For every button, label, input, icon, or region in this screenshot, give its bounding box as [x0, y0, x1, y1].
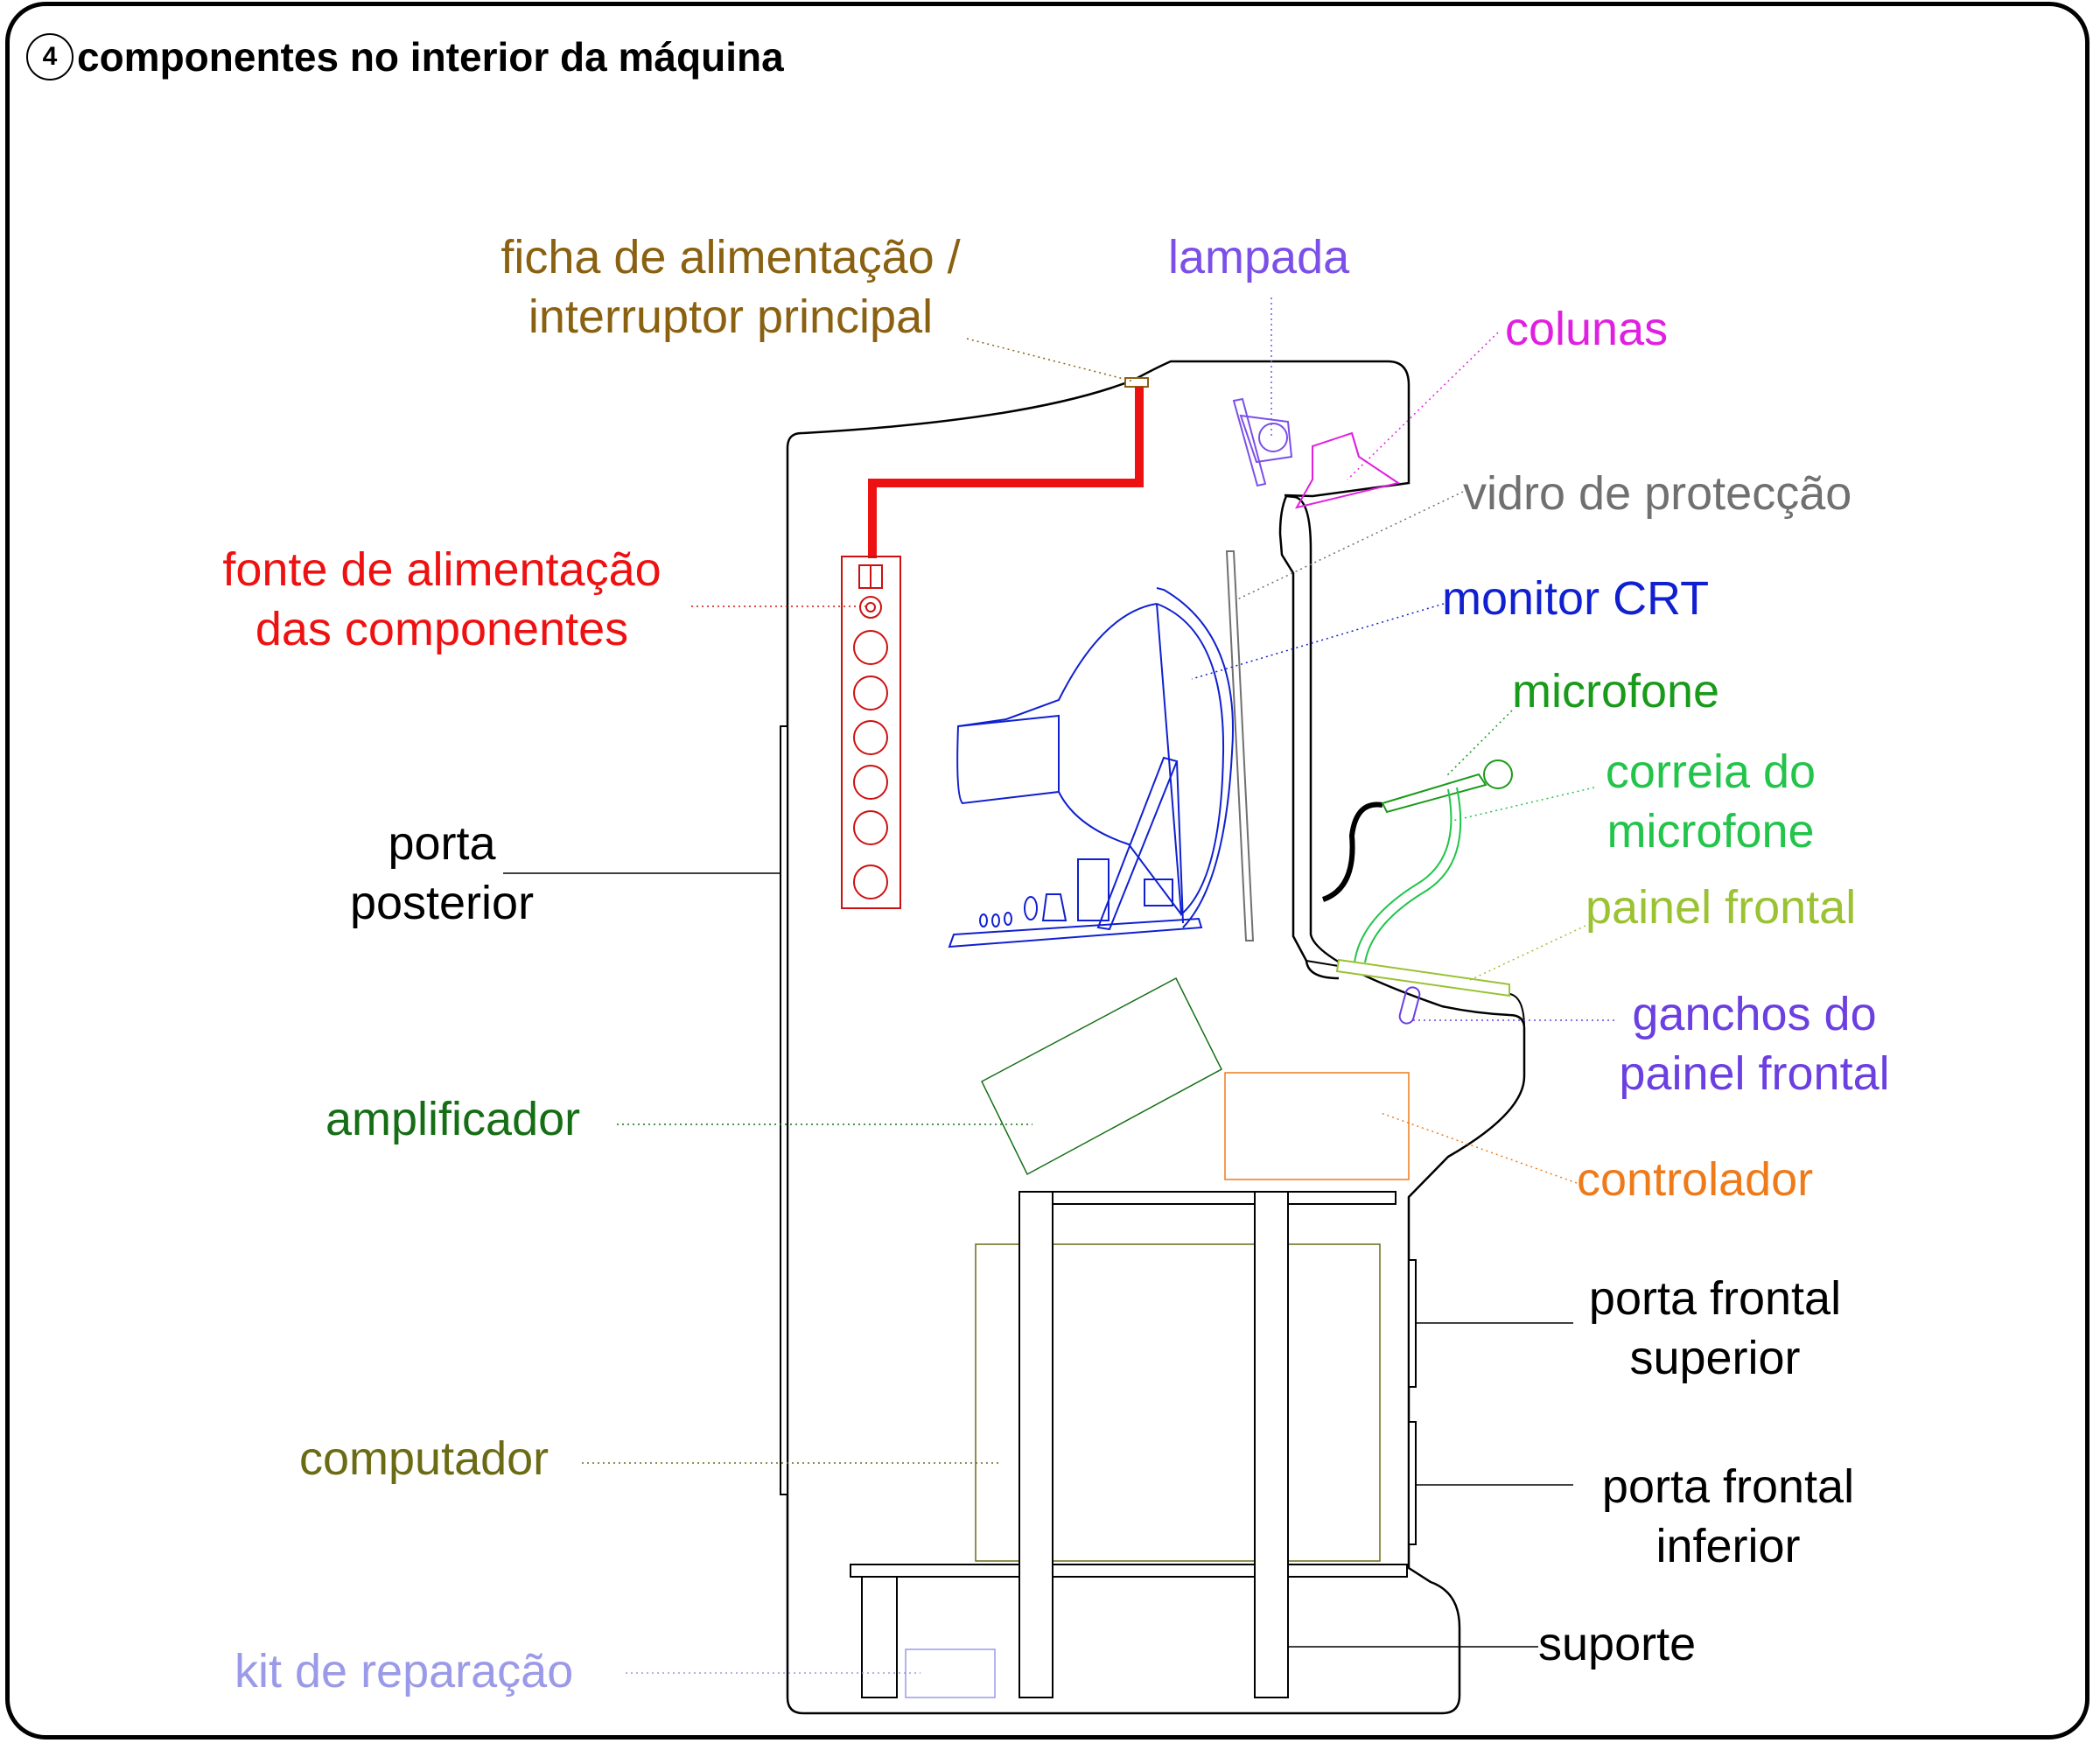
label-mic-strap: correia do microfone — [1605, 746, 1816, 858]
label-front-panel-hooks: ganchos do painel frontal — [1619, 988, 1890, 1100]
label-lamp: lampada — [1168, 231, 1350, 284]
label-microphone: microfone — [1512, 665, 1720, 718]
label-upper-front-door: porta frontal superior — [1588, 1272, 1842, 1384]
label-repair-kit: kit de reparação — [234, 1645, 574, 1698]
label-power-plug: ficha de alimentação / interruptor principal — [500, 231, 961, 343]
label-lower-front-door: porta frontal inferior — [1601, 1460, 1855, 1572]
label-rear-door: porta posterior — [349, 817, 535, 929]
label-power-supply: fonte de alimentação das componentes — [222, 543, 662, 655]
label-crt-monitor: monitor CRT — [1442, 572, 1710, 625]
label-stand: suporte — [1538, 1618, 1697, 1670]
label-amplifier: amplificador — [326, 1093, 581, 1145]
label-speakers: colunas — [1505, 303, 1669, 355]
step-number-badge: 4 — [26, 33, 74, 80]
label-controller: controlador — [1577, 1153, 1814, 1206]
page-header — [26, 33, 784, 80]
label-computer: computador — [299, 1432, 550, 1485]
label-protective-glass: vidro de protecção — [1463, 467, 1852, 520]
page-title: componentes no interior da máquina — [77, 34, 784, 80]
label-front-panel: painel frontal — [1586, 881, 1857, 934]
